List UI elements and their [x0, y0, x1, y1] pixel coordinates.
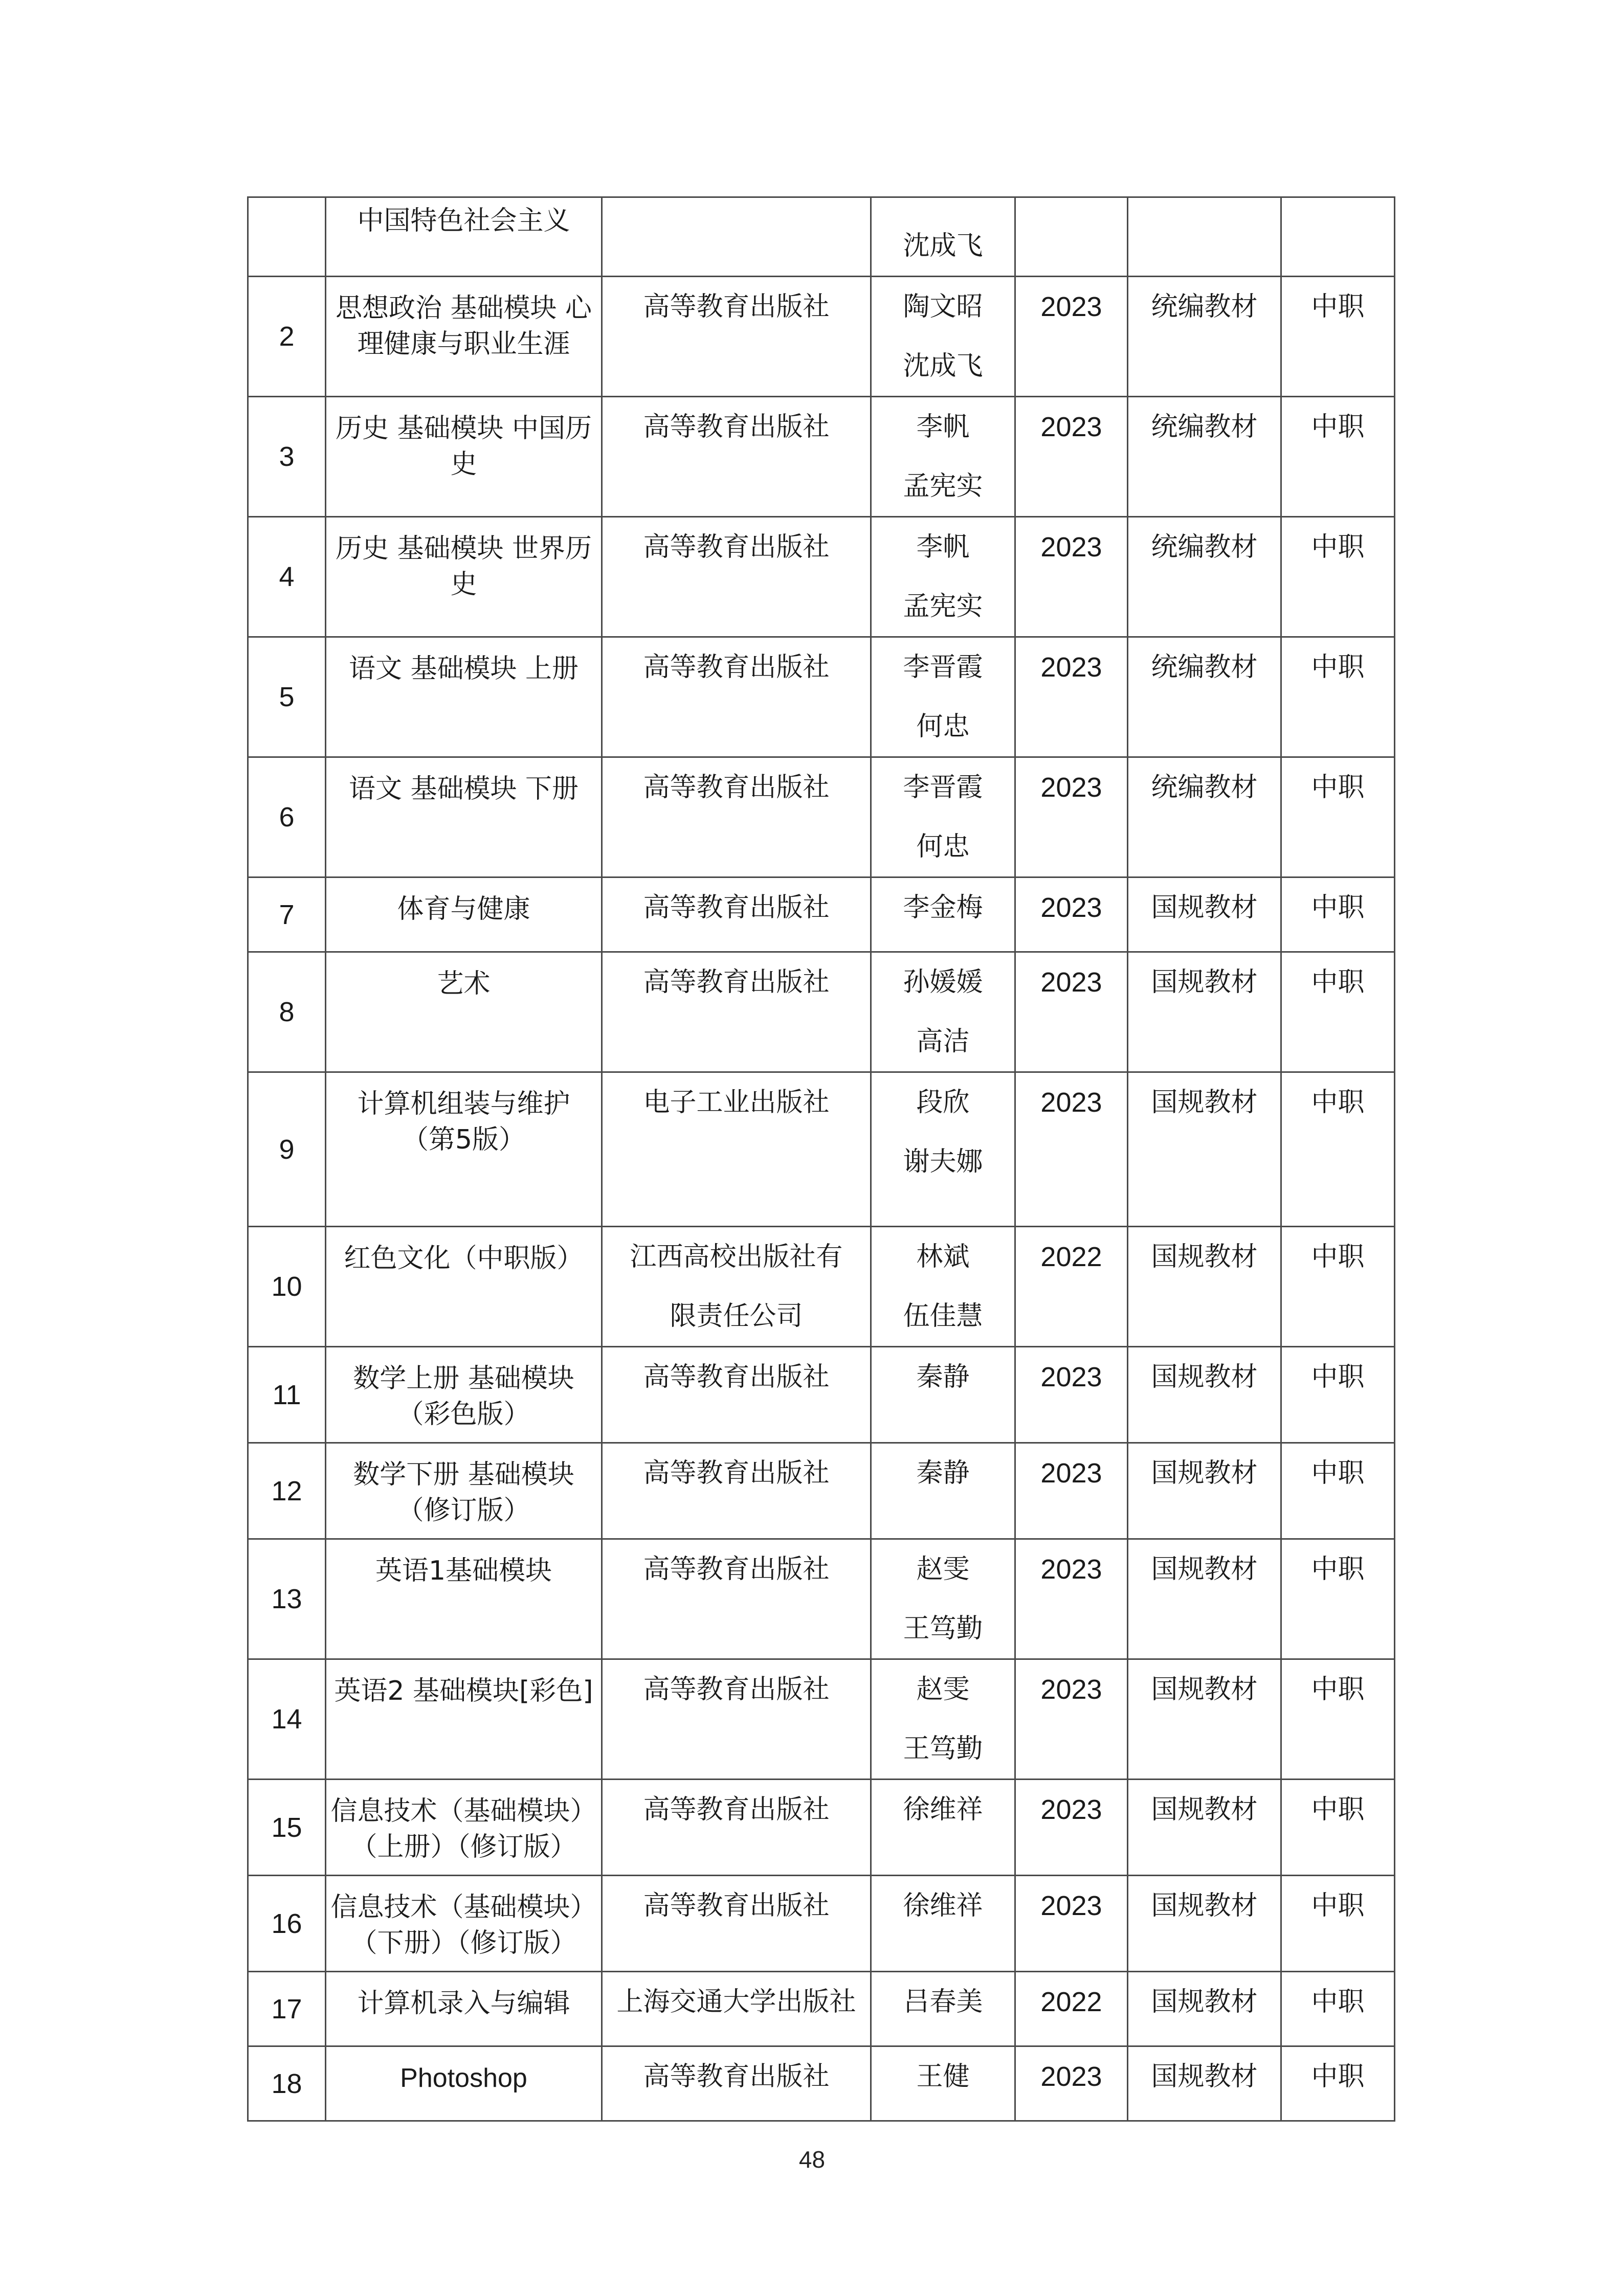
publisher — [602, 197, 871, 277]
year: 2023 — [1015, 877, 1128, 952]
book-title: 历史 基础模块 世界历史 — [326, 517, 602, 637]
textbook-category: 国规教材 — [1128, 1347, 1281, 1443]
table-row — [248, 1443, 1395, 1539]
publisher: 高等教育出版社 — [602, 757, 871, 877]
year: 2023 — [1015, 397, 1128, 517]
textbook-category: 统编教材 — [1128, 757, 1281, 877]
row-number — [248, 197, 326, 277]
publisher: 江西高校出版社有限责任公司 — [602, 1227, 871, 1347]
textbook-category: 国规教材 — [1128, 1972, 1281, 2046]
book-title: Photoshop — [326, 2046, 602, 2121]
table-row — [248, 877, 1395, 952]
authors: 秦静 — [871, 1347, 1015, 1443]
table-row — [248, 1876, 1395, 1972]
year: 2023 — [1015, 1539, 1128, 1659]
year: 2023 — [1015, 637, 1128, 757]
education-level: 中职 — [1281, 877, 1395, 952]
year: 2023 — [1015, 757, 1128, 877]
textbook-category: 统编教材 — [1128, 517, 1281, 637]
education-level: 中职 — [1281, 1347, 1395, 1443]
book-title: 语文 基础模块 上册 — [326, 637, 602, 757]
row-number: 6 — [248, 757, 326, 877]
authors: 林斌 伍佳慧 — [871, 1227, 1015, 1347]
authors: 赵雯 王笃勤 — [871, 1539, 1015, 1659]
authors: 李晋霞 何忠 — [871, 757, 1015, 877]
year: 2022 — [1015, 1227, 1128, 1347]
year: 2023 — [1015, 517, 1128, 637]
textbook-category: 国规教材 — [1128, 1659, 1281, 1780]
education-level: 中职 — [1281, 1072, 1395, 1227]
textbook-category: 国规教材 — [1128, 1227, 1281, 1347]
table-row — [248, 1659, 1395, 1780]
publisher: 高等教育出版社 — [602, 517, 871, 637]
row-number: 5 — [248, 637, 326, 757]
publisher: 高等教育出版社 — [602, 397, 871, 517]
book-title: 信息技术（基础模块）（上册）（修订版） — [326, 1780, 602, 1876]
education-level: 中职 — [1281, 952, 1395, 1072]
textbook-category: 国规教材 — [1128, 877, 1281, 952]
book-title: 中国特色社会主义 — [326, 197, 602, 277]
authors: 李帆 孟宪实 — [871, 517, 1015, 637]
authors: 李帆 孟宪实 — [871, 397, 1015, 517]
book-title: 艺术 — [326, 952, 602, 1072]
publisher: 高等教育出版社 — [602, 952, 871, 1072]
row-number: 8 — [248, 952, 326, 1072]
year: 2023 — [1015, 1443, 1128, 1539]
publisher: 高等教育出版社 — [602, 1780, 871, 1876]
textbook-category: 国规教材 — [1128, 1539, 1281, 1659]
textbook-category — [1128, 197, 1281, 277]
book-title: 数学上册 基础模块（彩色版） — [326, 1347, 602, 1443]
education-level: 中职 — [1281, 637, 1395, 757]
row-number: 16 — [248, 1876, 326, 1972]
textbook-category: 国规教材 — [1128, 1876, 1281, 1972]
authors: 赵雯 王笃勤 — [871, 1659, 1015, 1780]
row-number: 7 — [248, 877, 326, 952]
textbook-table — [247, 196, 1395, 2122]
textbook-category: 国规教材 — [1128, 952, 1281, 1072]
table-row — [248, 637, 1395, 757]
textbook-category: 国规教材 — [1128, 1443, 1281, 1539]
row-number: 17 — [248, 1972, 326, 2046]
education-level: 中职 — [1281, 517, 1395, 637]
page-number: 48 — [798, 2146, 826, 2173]
row-number: 12 — [248, 1443, 326, 1539]
row-number: 11 — [248, 1347, 326, 1443]
authors: 李金梅 — [871, 877, 1015, 952]
education-level — [1281, 197, 1395, 277]
authors: 吕春美 — [871, 1972, 1015, 2046]
row-number: 13 — [248, 1539, 326, 1659]
table-row — [248, 277, 1395, 397]
year: 2023 — [1015, 1347, 1128, 1443]
table-row — [248, 1227, 1395, 1347]
table-row — [248, 1072, 1395, 1227]
row-number: 10 — [248, 1227, 326, 1347]
book-title: 历史 基础模块 中国历史 — [326, 397, 602, 517]
table-row — [248, 397, 1395, 517]
book-title: 计算机组装与维护（第5版） — [326, 1072, 602, 1227]
authors: 陶文昭 沈成飞 — [871, 277, 1015, 397]
education-level: 中职 — [1281, 1443, 1395, 1539]
publisher: 高等教育出版社 — [602, 1443, 871, 1539]
year: 2023 — [1015, 2046, 1128, 2121]
textbook-category: 国规教材 — [1128, 1780, 1281, 1876]
year: 2023 — [1015, 952, 1128, 1072]
textbook-category: 统编教材 — [1128, 277, 1281, 397]
authors: 沈成飞 — [871, 197, 1015, 277]
authors: 孙媛媛 高洁 — [871, 952, 1015, 1072]
education-level: 中职 — [1281, 1659, 1395, 1780]
year: 2023 — [1015, 1659, 1128, 1780]
education-level: 中职 — [1281, 757, 1395, 877]
book-title: 数学下册 基础模块（修订版） — [326, 1443, 602, 1539]
education-level: 中职 — [1281, 397, 1395, 517]
year: 2022 — [1015, 1972, 1128, 2046]
education-level: 中职 — [1281, 1876, 1395, 1972]
education-level: 中职 — [1281, 1227, 1395, 1347]
publisher: 高等教育出版社 — [602, 1539, 871, 1659]
table-row — [248, 2046, 1395, 2121]
row-number: 15 — [248, 1780, 326, 1876]
publisher: 高等教育出版社 — [602, 277, 871, 397]
book-title: 红色文化（中职版） — [326, 1227, 602, 1347]
row-number: 4 — [248, 517, 326, 637]
publisher: 高等教育出版社 — [602, 1347, 871, 1443]
publisher: 高等教育出版社 — [602, 2046, 871, 2121]
textbook-category: 国规教材 — [1128, 1072, 1281, 1227]
book-title: 体育与健康 — [326, 877, 602, 952]
table-row — [248, 517, 1395, 637]
table-row — [248, 952, 1395, 1072]
publisher: 高等教育出版社 — [602, 1659, 871, 1780]
year: 2023 — [1015, 277, 1128, 397]
textbook-category: 统编教材 — [1128, 397, 1281, 517]
textbook-category: 国规教材 — [1128, 2046, 1281, 2121]
textbook-category: 统编教材 — [1128, 637, 1281, 757]
row-number: 2 — [248, 277, 326, 397]
publisher: 上海交通大学出版社 — [602, 1972, 871, 2046]
table-row — [248, 1347, 1395, 1443]
table-row — [248, 1972, 1395, 2046]
book-title: 英语2 基础模块[彩色] — [326, 1659, 602, 1780]
authors: 李晋霞 何忠 — [871, 637, 1015, 757]
book-title: 计算机录入与编辑 — [326, 1972, 602, 2046]
book-title: 思想政治 基础模块 心理健康与职业生涯 — [326, 277, 602, 397]
publisher: 高等教育出版社 — [602, 637, 871, 757]
year — [1015, 197, 1128, 277]
table-row — [248, 1539, 1395, 1659]
publisher: 高等教育出版社 — [602, 1876, 871, 1972]
authors: 徐维祥 — [871, 1780, 1015, 1876]
education-level: 中职 — [1281, 2046, 1395, 2121]
education-level: 中职 — [1281, 1780, 1395, 1876]
book-title: 语文 基础模块 下册 — [326, 757, 602, 877]
education-level: 中职 — [1281, 277, 1395, 397]
book-title: 信息技术（基础模块）（下册）（修订版） — [326, 1876, 602, 1972]
authors: 徐维祥 — [871, 1876, 1015, 1972]
row-number: 3 — [248, 397, 326, 517]
education-level: 中职 — [1281, 1972, 1395, 2046]
row-number: 9 — [248, 1072, 326, 1227]
education-level: 中职 — [1281, 1539, 1395, 1659]
year: 2023 — [1015, 1072, 1128, 1227]
publisher: 高等教育出版社 — [602, 877, 871, 952]
row-number: 18 — [248, 2046, 326, 2121]
authors: 段欣 谢夫娜 — [871, 1072, 1015, 1227]
authors: 秦静 — [871, 1443, 1015, 1539]
table-row — [248, 1780, 1395, 1876]
publisher: 电子工业出版社 — [602, 1072, 871, 1227]
table-row — [248, 757, 1395, 877]
table-row — [248, 197, 1395, 277]
year: 2023 — [1015, 1780, 1128, 1876]
year: 2023 — [1015, 1876, 1128, 1972]
row-number: 14 — [248, 1659, 326, 1780]
authors: 王健 — [871, 2046, 1015, 2121]
book-title: 英语1基础模块 — [326, 1539, 602, 1659]
